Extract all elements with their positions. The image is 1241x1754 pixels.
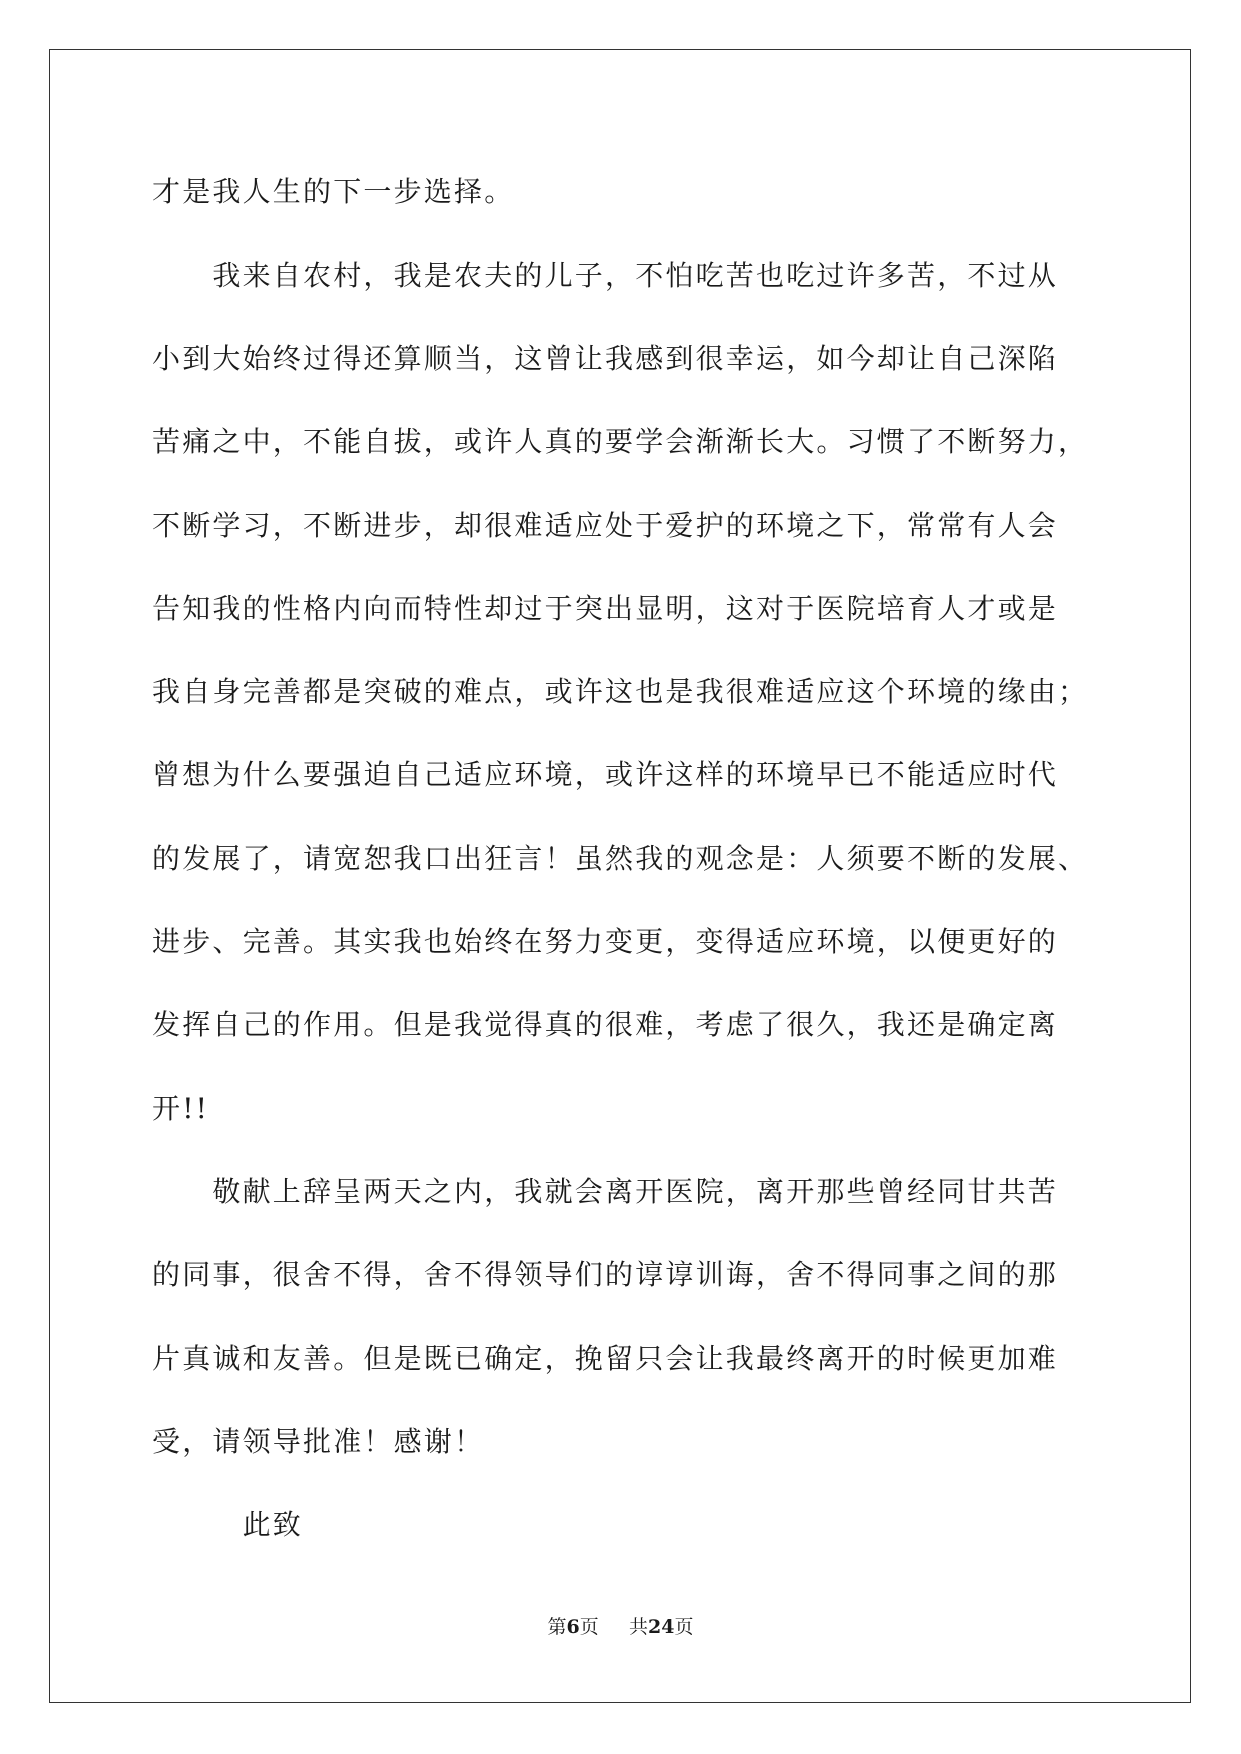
total-pages: 24 <box>648 1616 675 1638</box>
text-line: 不断学习，不断进步，却很难适应处于爱护的环境之下，常常有人会 <box>152 509 1059 542</box>
text-line: 小到大始终过得还算顺当，这曾让我感到很幸运，如今却让自己深陷 <box>152 342 1059 375</box>
text-line: 发挥自己的作用。但是我觉得真的很难，考虑了很久，我还是确定离 <box>152 1008 1059 1041</box>
text-line: 敬献上辞呈两天之内，我就会离开医院，离开那些曾经同甘共苦 <box>152 1175 1059 1208</box>
text-line: 曾想为什么要强迫自己适应环境，或许这样的环境早已不能适应时代 <box>152 758 1059 791</box>
text-line: 进步、完善。其实我也始终在努力变更，变得适应环境，以便更好的 <box>152 925 1059 958</box>
total-suffix: 页 <box>674 1616 694 1638</box>
total-prefix: 共 <box>628 1616 648 1638</box>
text-line: 受，请领导批准！感谢！ <box>152 1425 485 1458</box>
text-line: 我自身完善都是突破的难点，或许这也是我很难适应这个环境的缘由； <box>152 675 1089 708</box>
text-line: 才是我人生的下一步选择。 <box>152 175 515 208</box>
page-number: 6 <box>566 1616 580 1638</box>
text-line: 的发展了，请宽恕我口出狂言！虽然我的观念是：人须要不断的发展、 <box>152 842 1089 875</box>
text-line: 开!! <box>152 1092 210 1125</box>
page-footer <box>0 1615 1241 1639</box>
text-line: 片真诚和友善。但是既已确定，挽留只会让我最终离开的时候更加难 <box>152 1342 1059 1375</box>
text-line: 此致 <box>152 1508 304 1541</box>
text-line: 我来自农村，我是农夫的儿子，不怕吃苦也吃过许多苦，不过从 <box>152 259 1059 292</box>
page-suffix: 页 <box>579 1616 599 1638</box>
text-line: 的同事，很舍不得，舍不得领导们的谆谆训诲，舍不得同事之间的那 <box>152 1258 1059 1291</box>
text-line: 告知我的性格内向而特性却过于突出显明，这对于医院培育人才或是 <box>152 592 1059 625</box>
page-prefix: 第 <box>547 1616 567 1638</box>
text-line: 苦痛之中，不能自拔，或许人真的要学会渐渐长大。习惯了不断努力， <box>152 425 1089 458</box>
